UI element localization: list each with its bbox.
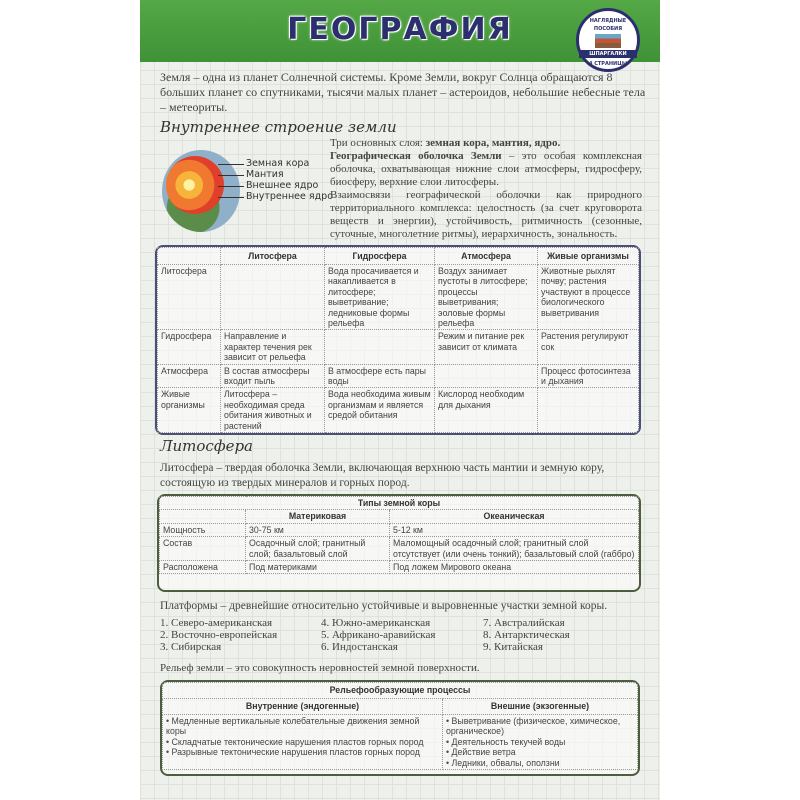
cell: В состав атмосферы входит пыль bbox=[221, 364, 325, 388]
platforms-list-col1 bbox=[160, 617, 277, 653]
list-item: 6. Индостанская bbox=[321, 641, 398, 653]
section-heading-lithosphere: Литосфера bbox=[160, 437, 253, 455]
header-cell bbox=[158, 248, 221, 265]
shell-definition bbox=[330, 150, 642, 189]
page bbox=[140, 0, 660, 800]
spheres-table bbox=[155, 245, 641, 435]
header-cell: Внешние (экзогенные) bbox=[443, 699, 638, 715]
header-cell: Внутренние (эндогенные) bbox=[163, 699, 443, 715]
list-item: • Выветривание (физическое, химическое, органическое) bbox=[446, 716, 634, 737]
shell-bold: Географическая оболочка Земли bbox=[330, 150, 502, 162]
badge-bottom-text: 4 СТРАНИЦЫ bbox=[588, 61, 628, 67]
relief-text: Рельеф земли – это совокупность неровностей земной поверхности. bbox=[160, 662, 480, 674]
cell: Кислород необходим для дыхания bbox=[435, 388, 538, 433]
header-cell: Живые организмы bbox=[538, 248, 639, 265]
platforms-list-col3 bbox=[483, 617, 570, 653]
badge-middle-text: ШПАРГАЛКИ bbox=[579, 50, 637, 58]
cell: Осадочный слой; гранитный слой; базальтовый слой bbox=[246, 537, 390, 561]
row-label: Состав bbox=[160, 537, 246, 561]
table-row bbox=[158, 330, 639, 364]
cell: Процесс фотосинтеза и дыхания bbox=[538, 364, 639, 388]
shell-text: – это особая комплексная оболочка, охватывающая нижние слои атмосферы, гидросферу, биосферу, верхние слои литосферы. bbox=[330, 150, 642, 188]
header-cell: Океаническая bbox=[390, 510, 639, 523]
cell: Маломощный осадочный слой; гранитный слой отсутствует (или очень тонкий); базальтовый слой (габбро) bbox=[390, 537, 639, 561]
cell: Режим и питание рек зависит от климата bbox=[435, 330, 538, 364]
label-mantle: Мантия bbox=[246, 169, 284, 180]
cell: 30-75 км bbox=[246, 523, 390, 536]
table-header-row bbox=[160, 510, 639, 523]
table-title: Рельефообразующие процессы bbox=[163, 683, 638, 699]
list-item: • Разрывные тектонические нарушения пластов горных пород bbox=[166, 747, 439, 757]
list-item: 5. Африкано-аравийская bbox=[321, 629, 436, 641]
table-row bbox=[158, 388, 639, 433]
cell: Направление и характер течения рек зависит от рельефа bbox=[221, 330, 325, 364]
header-cell: Литосфера bbox=[221, 248, 325, 265]
cell bbox=[538, 388, 639, 433]
platforms-list-col2 bbox=[321, 617, 435, 653]
external-processes-cell bbox=[443, 715, 638, 770]
intro-text: Земля – одна из планет Солнечной системы. Кроме Земли, вокруг Солнца обращаются 8 больших планет со спутниками, тысячи малых планет – астероидов, небольшие небесные тела – метеориты. bbox=[160, 70, 646, 114]
list-item: 8. Антарктическая bbox=[483, 629, 570, 641]
list-item: 3. Сибирская bbox=[160, 641, 222, 653]
header-cell bbox=[160, 510, 246, 523]
row-label: Гидросфера bbox=[158, 330, 221, 364]
row-label: Атмосфера bbox=[158, 364, 221, 388]
table-row bbox=[160, 537, 639, 561]
label-outer-core: Внешнее ядро bbox=[246, 180, 319, 191]
table-row bbox=[160, 523, 639, 536]
table-row bbox=[158, 265, 639, 330]
page-title: ГЕОГРАФИЯ bbox=[287, 12, 513, 47]
label-crust: Земная кора bbox=[246, 158, 310, 169]
cell: Под ложем Мирового океана bbox=[390, 561, 639, 574]
header-banner bbox=[140, 0, 660, 67]
cell bbox=[435, 364, 538, 388]
cell bbox=[325, 330, 435, 364]
list-item: 4. Южно-американская bbox=[321, 617, 431, 629]
internal-processes-cell bbox=[163, 715, 443, 770]
crust-types-table bbox=[157, 494, 641, 592]
cell bbox=[221, 265, 325, 330]
cell: Под материками bbox=[246, 561, 390, 574]
table-row bbox=[160, 561, 639, 574]
header-cell: Атмосфера bbox=[435, 248, 538, 265]
cell: Вода необходима живым организмам и является средой обитания bbox=[325, 388, 435, 433]
series-badge-logo bbox=[576, 8, 640, 72]
label-inner-core: Внутреннее ядро bbox=[246, 191, 334, 202]
list-item: • Действие ветра bbox=[446, 747, 634, 757]
structure-text bbox=[330, 137, 642, 241]
section-heading-structure: Внутреннее строение земли bbox=[160, 118, 397, 136]
earth-layers-cutaway bbox=[166, 156, 224, 214]
table-title-row bbox=[163, 683, 638, 699]
cell: Животные рыхлят почву; растения участвуют в процессе биологического выветривания bbox=[538, 265, 639, 330]
list-item: 7. Австралийская bbox=[483, 617, 565, 629]
relations-text: Взаимосвязи географической оболочки как природного территориального комплекса: целостность (за счет круговорота веществ и энергии), устойчивость, ритмичность (сезонные, суточные, многолетние ритмы), иерархичность, зональность. bbox=[330, 189, 642, 240]
table-header-row bbox=[158, 248, 639, 265]
row-label: Литосфера bbox=[158, 265, 221, 330]
table-header-row bbox=[163, 699, 638, 715]
row-label: Мощность bbox=[160, 523, 246, 536]
cell: Вода просачивается и накапливается в литосфере; выветривание; ледниковые формы рельефа bbox=[325, 265, 435, 330]
table-row bbox=[163, 715, 638, 770]
list-item: • Медленные вертикальные колебательные движения земной коры bbox=[166, 716, 439, 737]
row-label: Живые организмы bbox=[158, 388, 221, 433]
cell: Литосфера – необходимая среда обитания животных и растений bbox=[221, 388, 325, 433]
header-cell: Гидросфера bbox=[325, 248, 435, 265]
books-icon bbox=[595, 34, 621, 48]
list-item: 9. Китайская bbox=[483, 641, 543, 653]
list-item: 2. Восточно-европейская bbox=[160, 629, 278, 641]
table-row bbox=[158, 364, 639, 388]
platforms-text: Платформы – древнейшие относительно устойчивые и выровненные участки земной коры. bbox=[160, 600, 608, 612]
cell: В атмосфере есть пары воды bbox=[325, 364, 435, 388]
layers-line bbox=[330, 137, 642, 150]
list-item: • Складчатые тектонические нарушения пластов горных пород bbox=[166, 737, 439, 747]
cell: Растения регулируют сок bbox=[538, 330, 639, 364]
header-cell: Материковая bbox=[246, 510, 390, 523]
table-title: Типы земной коры bbox=[160, 497, 639, 510]
list-item: 1. Северо-американская bbox=[160, 617, 273, 629]
layers-bold: земная кора, мантия, ядро. bbox=[425, 137, 561, 149]
list-item: • Ледники, обвалы, оползни bbox=[446, 758, 634, 768]
lithosphere-text: Литосфера – твердая оболочка Земли, включающая верхнюю часть мантии и земную кору, состоящую из твердых минералов и горных пород. bbox=[160, 462, 605, 489]
layers-prefix: Три основных слоя: bbox=[330, 137, 426, 149]
relief-processes-table bbox=[160, 680, 640, 776]
cell: 5-12 км bbox=[390, 523, 639, 536]
cell: Воздух занимает пустоты в литосфере; процессы выветривания; эоловые формы рельефа bbox=[435, 265, 538, 330]
list-item: • Деятельность текучей воды bbox=[446, 737, 634, 747]
row-label: Расположена bbox=[160, 561, 246, 574]
table-title-row bbox=[160, 497, 639, 510]
badge-top-text: НАГЛЯДНЫЕ ПОСОБИЯ bbox=[589, 18, 627, 32]
